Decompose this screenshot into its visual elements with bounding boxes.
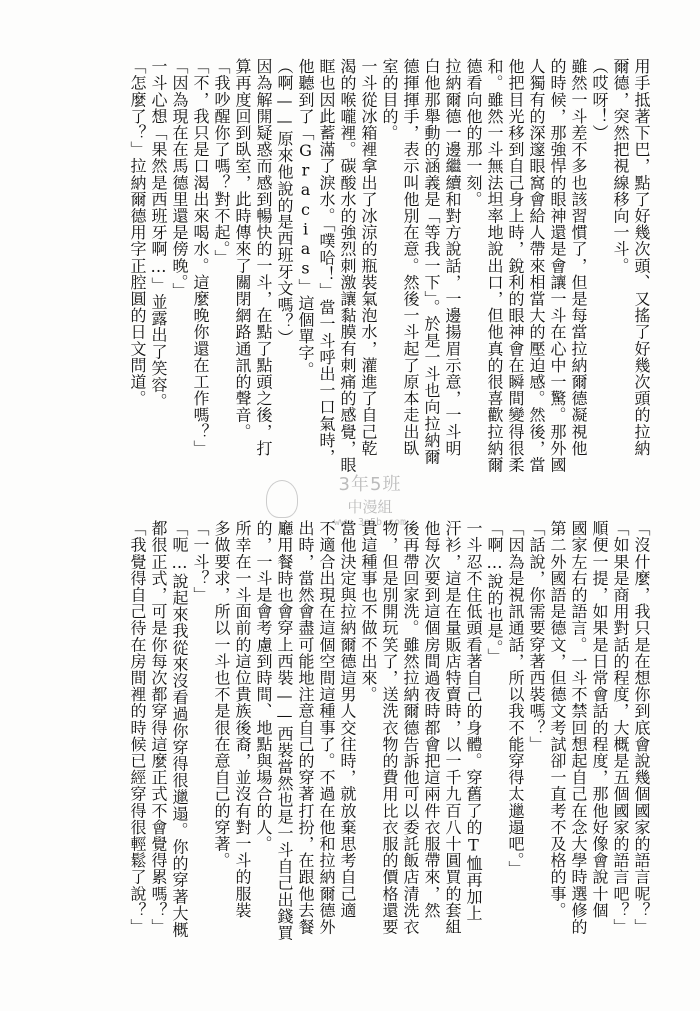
text-line: 當他決定與拉納爾德這男人交往時，就放棄思考自己適 [338,520,357,919]
text-line: 「不，我只是口渴出來喝水。這麼晚你還在工作嗎？」 [191,58,210,457]
text-line: 「一斗？」 [191,520,210,603]
text-line: 和。雖然一斗無法坦率地說出口，但他真的很喜歡拉納爾 [485,58,504,473]
text-line: 因為解開疑惑而感到暢快的一斗，在點了點頭之後，打 [254,58,273,457]
watermark-url: www.3n5b.com [333,517,407,528]
text-line: 「啊…說的也是。」 [485,520,504,665]
text-line: 德揮揮手，表示叫他別在意。然後一斗起了原本走出臥 [401,58,420,457]
text-line: 「如果是商用對話的程度，大概是五個國家的語言吧？」 [611,520,630,935]
text-line: 「怎麼了？」拉納爾德用字正腔圓的日文問道。 [128,58,147,407]
text-line: 他每次要到這個房間過夜時都會把這兩件衣服帶來，然 [422,520,441,919]
text-line: 出時，當然會盡可能地注意自己的穿著打扮，在跟他去餐 [296,520,315,935]
text-line: 眶也因此蓄滿了淚水。「噗哈！」當一斗呼出一口氣時， [317,58,336,465]
text-line: 一斗心想「果然是西班牙啊…」並露出了笑容。 [149,58,168,410]
upper-text-block [32,58,652,493]
text-line: 他把目光移到自己身上時，銳利的眼神會在瞬間變得很柔 [506,58,525,473]
watermark-logo: 3年5班 [338,474,402,495]
text-line: 物，但是別開玩笑了，送洗衣物的費用比衣服的價格還要 [380,520,399,935]
text-line: 白他那舉動的涵義是「等我一下」。於是一斗也向拉納爾 [422,58,441,465]
text-line: 一斗忍不住低頭看著自己的身體。穿舊了的T恤再加上 [464,520,483,922]
text-line: 後再帶回家洗。雖然拉納爾德告訴他可以委託飯店清洗衣 [401,520,420,935]
text-line: 「因為現在在馬德里還是傍晚。」 [170,58,189,299]
text-line: 不適合出現在這個空間這種事了。不過在他和拉納爾德外 [317,520,336,935]
text-line: 他聽到了「Gracias」這個單字。 [296,58,315,378]
watermark-title: 中漫組 [347,498,393,516]
text-line: 「呃…說起來我從來沒看過你穿得很邋遢。你的穿著大概 [170,520,189,938]
text-line: 第二外國語是德文，但德文考試卻一直考不及格的事。 [548,520,567,919]
text-line: （啊——原來他說的是西班牙文嗎？） [275,58,294,347]
mascot-icon [266,480,298,518]
text-line: （哎呀！） [590,58,609,141]
text-line: 順便一提，如果是日常會話的程度，那他好像會說十個 [590,520,609,919]
text-line: 貴這種事也不做不出來。 [359,520,378,703]
text-line: 人獨有的深邃眼窩會給人帶來相當大的壓迫感。然後，當 [527,58,546,473]
text-line: 用手抵著下巴，點了好幾次頭、又搖了好幾次頭的拉納 [632,58,651,457]
text-line: 「沒什麼，我只是在想你到底會說幾個國家的語言呢？」 [632,520,651,935]
text-line: 「話說，你需要穿著西裝嗎？」 [527,520,546,753]
text-line: 爾德，突然把視線移向一斗。 [611,58,630,274]
text-line: 國家左右的語言。一斗不禁回想起自己在念大學時選修的 [569,520,588,935]
text-line: 「我吵醒你了嗎？對不起。」 [212,58,231,266]
text-line: 拉納爾德一邊繼續和對方說話，一邊揚眉示意，一斗明 [443,58,462,457]
text-line: 廳用餐時也會穿上西裝——西裝當然也是一斗自己出錢買 [275,520,294,941]
lower-text-block [32,520,652,960]
text-line: 所幸在一斗面前的這位貴族後裔，並沒有對一斗的服裝 [233,520,252,919]
text-line: 室的目的。 [380,58,399,141]
text-line: 的，一斗是會考慮到時間、地點與場合的人。 [254,520,273,852]
text-line: 雖然一斗差不多也該習慣了，但是每當拉納爾德凝視他 [569,58,588,457]
text-line: 算再度回到臥室，此時傳來了關閉網路通訊的聲音。 [233,58,252,440]
text-line: 一斗從冰箱裡拿出了冰涼的瓶裝氣泡水，灌進了自己乾 [359,58,378,457]
text-line: 的時候，那強悍的眼神還是會讓一斗在心中一驚。那外國 [548,58,567,473]
text-line: 渴的喉嚨裡。碳酸水的強烈刺激讓黏膜有刺痛的感覺，眼 [338,58,357,473]
text-line: 「因為是視訊通話，所以我不能穿得太邋遢吧。」 [506,520,525,878]
text-line: 多做要求，所以一斗也不是很在意自己的穿著。 [212,520,231,869]
text-line: 都很正式，可是你每次都穿得這麼正式不會覺得累嗎？」 [149,520,168,935]
text-line: 德看向他的那一刻。 [464,58,483,208]
text-line: 「我覺得自己待在房間裡的時候已經穿得很輕鬆了說？」 [128,520,147,935]
text-line: 汗衫，這是在量販店特賣時，以一千九百八十圓買的套組 [443,520,462,935]
